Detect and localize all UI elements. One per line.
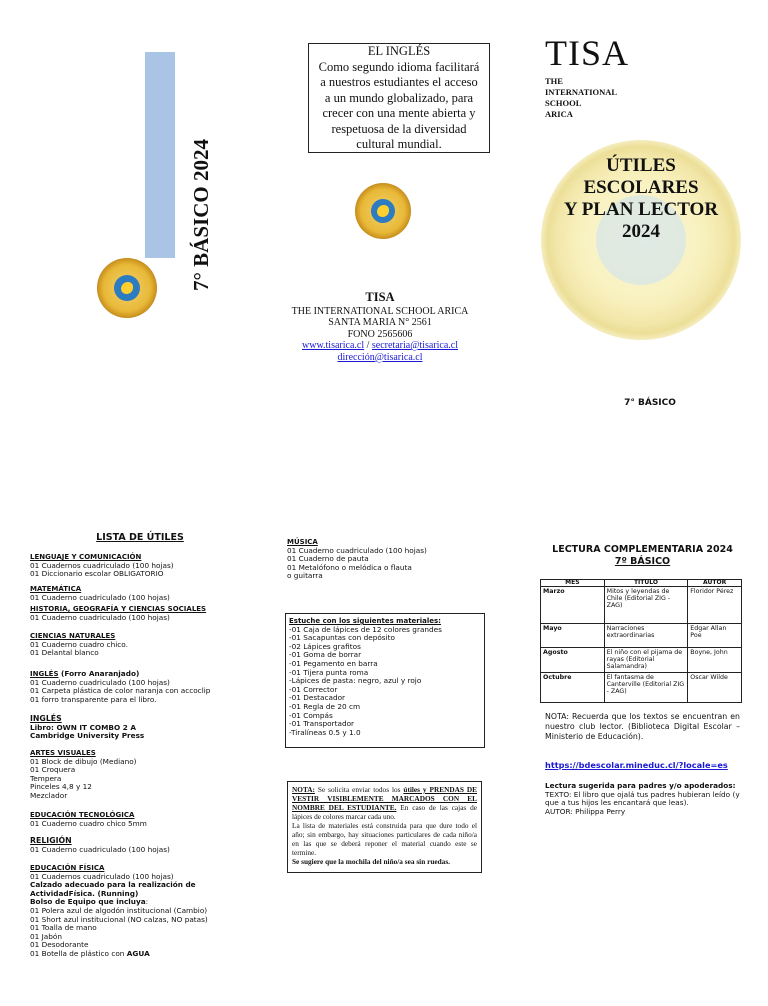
calzado-note: Calzado adecuado para la realización de ActividadFísica. (Running)	[30, 880, 196, 898]
link-separator: /	[364, 340, 372, 351]
subject-heading: HISTORIA, GEOGRAFÍA Y CIENCIAS SOCIALES	[30, 605, 207, 613]
book-title: Libro: OWN IT COMBO 2 A	[30, 722, 136, 732]
biblioteca-link[interactable]: https://bdescolar.mineduc.cl/?locale=es	[545, 760, 728, 770]
section-artes	[30, 749, 250, 801]
list-item: -01 Caja de lápices de 12 colores grandes	[289, 624, 442, 634]
list-item: 01 Cuaderno de pauta	[287, 554, 369, 564]
list-item: 01 Cuaderno cuadriculado (100 hojas)	[30, 844, 170, 854]
school-phone: FONO 2565606	[347, 328, 413, 340]
email-link-secretaria[interactable]: secretaria@tisarica.cl	[371, 340, 458, 351]
list-item: 01 Cuaderno cuadriculado (100 hojas)	[287, 545, 427, 555]
list-item: 01 Jabón	[30, 931, 62, 941]
cell-autor: Floridor Pérez	[688, 587, 742, 624]
school-full-name: THE INTERNATIONAL SCHOOL ARICA	[291, 305, 469, 317]
ingles-box-line: crecer con una mente abierta y	[322, 106, 476, 120]
school-name-line: ARICA	[545, 109, 573, 119]
nota-text: Se solicita enviar todos los	[314, 785, 404, 794]
list-item: 01 Block de dibujo (Mediano)	[30, 756, 137, 766]
list-item: 01 Cuaderno cuadriculado (100 hojas)	[30, 677, 170, 687]
book-publisher: Cambridge University Press	[30, 731, 145, 741]
list-item: -01 Tijera punta roma	[289, 667, 369, 677]
school-name-line: INTERNATIONAL	[545, 87, 618, 97]
list-item: 01 Carpeta plástica de color naranja con accoclip	[30, 686, 211, 696]
section-historia	[30, 605, 250, 622]
cell-autor: Oscar Wilde	[688, 672, 742, 702]
list-item: -02 Lápices grafitos	[289, 641, 361, 651]
cell-autor: Edgar Allan Poe	[688, 624, 742, 648]
list-item: -01 Destacador	[289, 693, 346, 703]
school-address: SANTA MARIA N° 2561	[328, 317, 432, 328]
school-name-line: SCHOOL	[545, 98, 582, 108]
grade-label: 7° BÁSICO	[624, 398, 676, 408]
list-item: -01 Corrector	[289, 684, 338, 694]
subject-heading: RELIGIÓN	[30, 836, 72, 845]
list-item: Pinceles 4,8 y 12	[30, 782, 92, 792]
subject-heading: LENGUAJE Y COMUNICACIÓN	[30, 553, 142, 561]
decorative-blue-bar	[145, 52, 175, 258]
list-item: 01 Cuaderno cuadriculado (100 hojas)	[30, 612, 170, 622]
list-item: Tempera	[30, 773, 62, 783]
vertical-title: 7° BÁSICO 2024	[189, 139, 213, 291]
ingles-box-line: respetuosa de la diversidad	[331, 121, 467, 136]
section-matematica	[30, 585, 250, 602]
section-ingles-libro	[30, 715, 250, 741]
list-item: -Lápices de pasta: negro, azul y rojo	[289, 676, 422, 686]
subject-heading: EDUCACIÓN FÍSICA	[30, 864, 105, 872]
column-header: AUTOR	[688, 580, 742, 587]
padres-recommendation	[545, 782, 745, 816]
estuche-title: Estuche con los siguientes materiales:	[289, 617, 441, 625]
estuche-box	[285, 613, 485, 748]
cell-titulo: El fantasma de Canterville (Editorial ZIG - ZAG)	[604, 672, 688, 702]
brochure-title	[541, 155, 741, 243]
nota-mochila: Se sugiere que la mochila del niño/a sea sin ruedas.	[292, 857, 450, 866]
nota-box	[287, 781, 482, 873]
list-item: 01 Cuaderno cuadro chico 5mm	[30, 818, 147, 828]
table-header-row	[541, 580, 742, 587]
school-seal-logo	[355, 183, 411, 239]
title-line: ÚTILES	[606, 155, 676, 176]
list-item: 01 Diccionario escolar OBLIGATORIO	[30, 569, 164, 579]
cell-mes: Agosto	[541, 648, 605, 673]
subject-heading: MATEMÁTICA	[30, 585, 82, 593]
ingles-box-line: Como segundo idioma facilitará	[318, 59, 480, 74]
subject-heading: CIENCIAS NATURALES	[30, 632, 116, 640]
column-header: TITULO	[604, 580, 688, 587]
title-line: 2024	[622, 221, 660, 242]
school-contact-info	[280, 292, 480, 363]
nota-paragraph: La lista de materiales está construida para que dure todo el año; sin embargo, hay situaciones particulares de cada niño/a en las que se deberá reponer el material cuando este se termine.	[292, 821, 477, 857]
list-item: -01 Sacapuntas con depósito	[289, 633, 395, 643]
tisa-logo-text: TISA	[545, 33, 629, 73]
list-item: 01 Short azul institucional (NO calzas, NO patas)	[30, 914, 208, 924]
list-item: 01 Cuaderno cuadriculado (100 hojas)	[30, 592, 170, 602]
lectura-title-line: LECTURA COMPLEMENTARIA 2024	[552, 544, 733, 555]
table-row	[541, 624, 742, 648]
padres-title: Lectura sugerida para padres y/o apoderados:	[545, 781, 736, 790]
list-item: -01 Compás	[289, 710, 333, 720]
ingles-box-title: EL INGLÉS	[367, 44, 431, 58]
ingles-box-line: a nuestros estudiantes el acceso	[320, 75, 478, 89]
lectura-title	[540, 544, 745, 568]
cell-mes: Octubre	[541, 672, 605, 702]
section-tecnologia	[30, 811, 250, 828]
lectura-nota: NOTA: Recuerda que los textos se encuentran en nuestro club lector. (Biblioteca Digital Escolar – Ministerio de Educación).	[545, 712, 740, 741]
nota-label: NOTA:	[292, 785, 315, 794]
reading-table	[540, 579, 742, 703]
title-line: Y PLAN LECTOR	[563, 199, 719, 220]
cell-mes: Mayo	[541, 624, 605, 648]
padres-autor: AUTOR: Philippa Perry	[545, 806, 626, 816]
list-item: 01 Desodorante	[30, 940, 89, 950]
cell-mes: Marzo	[541, 587, 605, 624]
email-link-direccion[interactable]: dirección@tisarica.cl	[337, 351, 423, 363]
website-link[interactable]: www.tisarica.cl	[302, 340, 365, 351]
section-religion	[30, 837, 250, 854]
section-lenguaje	[30, 553, 250, 579]
list-item: 01 Delantal blanco	[30, 648, 99, 658]
subject-heading: EDUCACIÓN TECNOLÓGICA	[30, 811, 135, 819]
padres-text: TEXTO: El libro que ojalá tus padres hubieran leído (y que a tus hijos les encantará que leas).	[545, 789, 740, 808]
list-item: 01 Metalófono o melódica o flauta	[287, 562, 412, 572]
subject-heading: MÚSICA	[287, 538, 318, 546]
cell-titulo: El niño con el pijama de rayas (Editorial Salamandra)	[604, 648, 688, 673]
list-item: 01 Cuaderno cuadro chico.	[30, 639, 128, 649]
bolso-heading: Bolso de Equipo que incluya	[30, 897, 146, 907]
column-header: MES	[541, 580, 605, 587]
school-name-lines	[545, 76, 617, 120]
list-item: 01 Croquera	[30, 765, 76, 775]
agua-bold: AGUA	[126, 948, 150, 958]
bolso-colon: :	[145, 897, 149, 907]
list-item: Mezclador	[30, 790, 68, 800]
subject-note: (Forro Anaranjado)	[58, 669, 140, 678]
subject-heading: INGLÉS	[30, 670, 59, 678]
school-seal-logo	[97, 258, 157, 318]
list-item: -01 Pegamento en barra	[289, 658, 378, 668]
subject-heading: INGLÉS	[30, 714, 62, 723]
list-item: -01 Goma de borrar	[289, 650, 362, 660]
ingles-box-line: a un mundo globalizado, para	[324, 90, 474, 105]
ingles-info-box	[308, 43, 490, 153]
school-short-name: TISA	[365, 290, 395, 304]
section-ciencias	[30, 632, 250, 658]
list-item: -01 Regla de 20 cm	[289, 701, 361, 711]
list-item: 01 Polera azul de algodón institucional (Cambio)	[30, 905, 208, 915]
title-line: ESCOLARES	[583, 177, 699, 198]
list-item: -Tiralíneas 0.5 y 1.0	[289, 727, 361, 737]
list-item: 01 forro transparente para el libro.	[30, 694, 157, 704]
nota-bold-text: útiles y PRENDAS DE VESTIR VISIBLEMENTE MARCADOS CON EL NOMBRE DEL ESTUDIANTE.	[292, 785, 477, 812]
table-row	[541, 672, 742, 702]
cell-titulo: Mitos y leyendas de Chile (Editorial ZIG - ZAG)	[604, 587, 688, 624]
ingles-box-line: cultural mundial.	[356, 137, 442, 151]
nota-text: En caso de las cajas de lápices de colores marcar cada uno.	[292, 803, 478, 821]
table-row	[541, 587, 742, 624]
list-item: 01 Botella de plástico con	[30, 948, 127, 958]
cell-autor: Boyne, John	[688, 648, 742, 673]
list-item: 01 Toalla de mano	[30, 923, 97, 933]
lectura-grade: 7º BÁSICO	[614, 556, 671, 567]
subject-heading: ARTES VISUALES	[30, 749, 96, 757]
school-name-line: THE	[545, 76, 563, 86]
list-item: o guitarra	[287, 571, 323, 581]
list-item: 01 Cuadernos cuadriculado (100 hojas)	[30, 560, 174, 570]
section-educacion-fisica	[30, 864, 250, 959]
lista-utiles-title: LISTA DE ÚTILES	[96, 532, 184, 543]
table-row	[541, 648, 742, 673]
section-ingles	[30, 670, 250, 704]
list-item: -01 Transportador	[289, 719, 355, 729]
list-item: 01 Cuadernos cuadriculado (100 hojas)	[30, 871, 174, 881]
section-musica	[287, 538, 487, 581]
cell-titulo: Narraciones extraordinarias	[604, 624, 688, 648]
